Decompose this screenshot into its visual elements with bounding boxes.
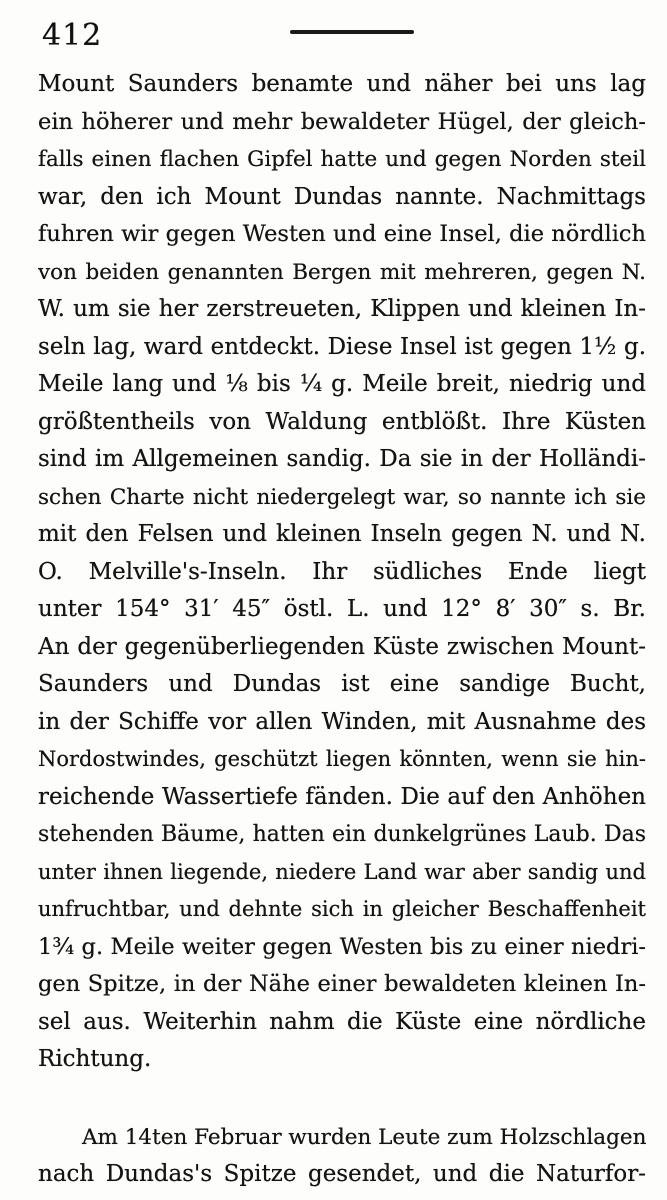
text-line: von beiden genannten Bergen mit mehreren, gegen N.: [38, 259, 646, 285]
text-line: war, den ich Mount Dundas nannte. Nachmittags: [38, 183, 646, 210]
text-line: An der gegenüberliegenden Küste zwischen Mount-: [38, 633, 646, 660]
text-line: Nordostwindes, geschützt liegen könnten, wenn sie hin-: [38, 747, 646, 771]
paragraph: [38, 66, 646, 1079]
paragraph-gap: [38, 1079, 646, 1119]
text-line: schen Charte nicht niedergelegt war, so nannte ich sie: [38, 484, 646, 510]
text-line: fuhren wir gegen Westen und eine Insel, die nördlich: [38, 221, 646, 247]
text-line: gen Spitze, in der Nähe einer bewaldeten kleinen In-: [38, 971, 646, 997]
text-line: in der Schiffe vor allen Winden, mit Ausnahme des: [38, 708, 646, 735]
text-line: größtentheils von Waldung entblößt. Ihre Küsten: [38, 408, 646, 435]
text-line: ein höherer und mehr bewaldeter Hügel, der gleich-: [38, 108, 646, 135]
page-number: 412: [42, 18, 103, 53]
text-line: unter ihnen liegende, niedere Land war aber sandig und: [38, 859, 646, 884]
paragraph: [38, 1119, 646, 1194]
text-line: Meile lang und ⅛ bis ¼ g. Meile breit, niedrig und: [38, 371, 646, 397]
text-line: stehenden Bäume, hatten ein dunkelgrünes Laub. Das: [38, 822, 646, 847]
text-line: unter 154° 31′ 45″ östl. L. und 12° 8′ 30″ s. Br.: [38, 596, 646, 622]
text-line: Richtung.: [38, 1046, 152, 1072]
text-line: O. Melville's-Inseln. Ihr südliches Ende liegt: [38, 558, 646, 585]
text-line: seln lag, ward entdeckt. Diese Insel ist gegen 1½ g.: [38, 333, 646, 360]
body-text: [38, 66, 646, 1194]
text-line: unfruchtbar, und dehnte sich in gleicher Beschaffenheit: [38, 897, 646, 921]
text-line: falls einen flachen Gipfel hatte und gegen Norden steil: [38, 147, 646, 172]
text-line: sel aus. Weiterhin nahm die Küste eine nördliche: [38, 1008, 646, 1035]
text-line: W. um sie her zerstreueten, Klippen und kleinen In-: [38, 296, 646, 322]
text-line: Mount Saunders benamte und näher bei uns lag: [38, 71, 646, 97]
text-line: sind im Allgemeinen sandig. Da sie in der Holländi-: [38, 446, 646, 472]
header-rule: [290, 30, 414, 34]
text-line: 1¾ g. Meile weiter gegen Westen bis zu einer niedri-: [38, 933, 646, 960]
text-line: Am 14ten Februar wurden Leute zum Holzschlagen: [82, 1124, 646, 1150]
text-line: reichende Wassertiefe fänden. Die auf den Anhöhen: [38, 783, 646, 810]
text-line: mit den Felsen und kleinen Inseln gegen N. und N.: [38, 521, 646, 547]
text-line: nach Dundas's Spitze gesendet, und die Naturfor-: [38, 1161, 646, 1187]
text-line: Saunders und Dundas ist eine sandige Bucht,: [38, 671, 646, 697]
